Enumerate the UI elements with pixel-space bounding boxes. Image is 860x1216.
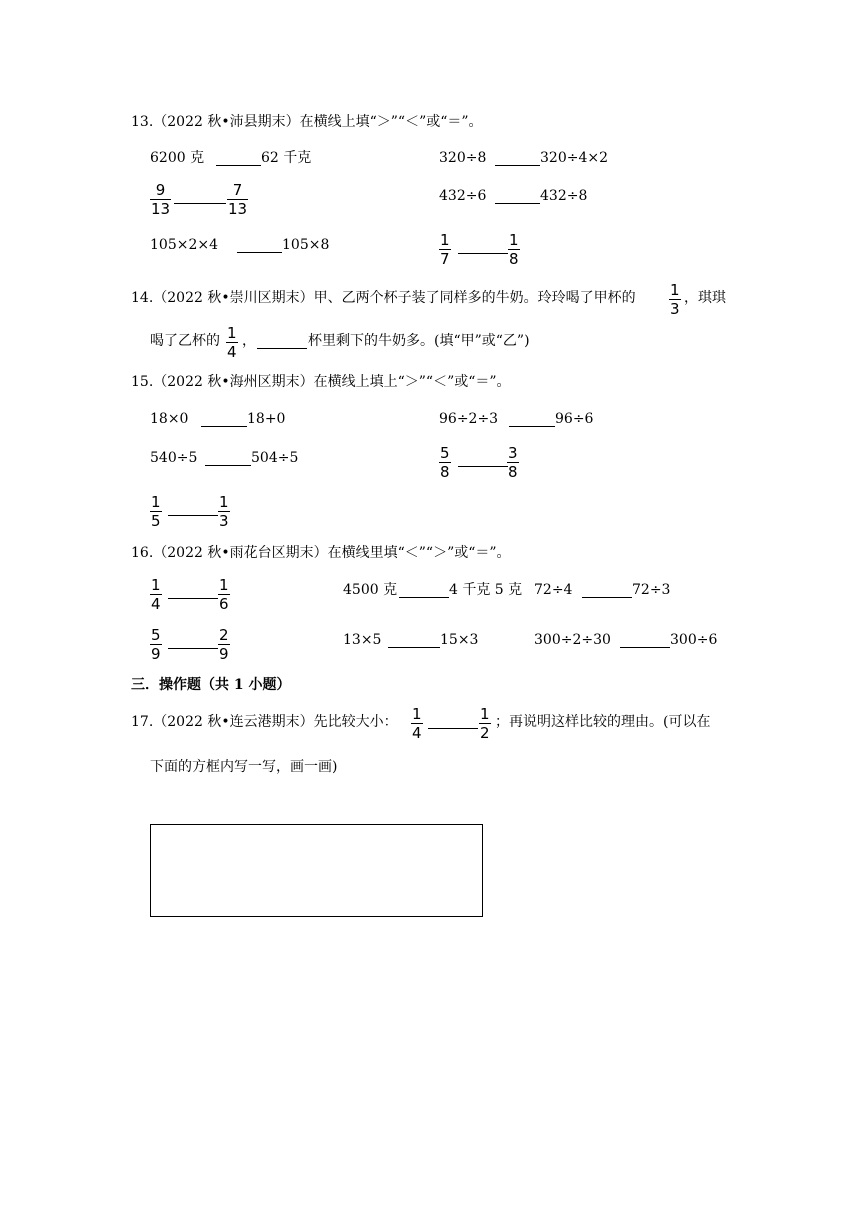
denominator: 3 xyxy=(670,300,680,318)
q16-a-right: 4 千克 5 克 xyxy=(449,582,523,598)
numerator: 1 xyxy=(219,493,229,511)
q16-d-left: 300÷2÷30 xyxy=(534,632,611,648)
q14-text-4: ， xyxy=(242,333,256,349)
q16-fraction-1-4 xyxy=(150,576,162,613)
q16-d-right: 300÷6 xyxy=(670,632,718,648)
numerator: 1 xyxy=(227,324,237,342)
q17-text-1: 17.（2022 秋•连云港期末）先比较大小： xyxy=(131,714,398,730)
q16-c-right: 15×3 xyxy=(440,632,479,648)
q13-fraction-1-7 xyxy=(439,231,451,268)
denominator: 9 xyxy=(219,645,229,663)
q15-fraction-1-5 xyxy=(150,493,162,530)
q14-text-2: ，琪琪 xyxy=(684,290,726,306)
numerator: 1 xyxy=(412,705,422,723)
q13-d-blank[interactable] xyxy=(237,252,282,253)
q17-text-2: ；再说明这样比较的理由。(可以在 xyxy=(495,714,711,730)
q15-fraction-blank-1[interactable] xyxy=(458,466,508,467)
q15-a-blank[interactable] xyxy=(201,426,247,427)
q14-fraction-1-4 xyxy=(226,324,238,361)
q13-a-right: 62 千克 xyxy=(261,150,312,166)
q16-fraction-blank-2[interactable] xyxy=(168,648,218,649)
q16-b-blank[interactable] xyxy=(582,597,632,598)
q14-fraction-1-3 xyxy=(669,281,681,318)
q15-c-left: 540÷5 xyxy=(150,450,198,466)
q13-d-left: 105×2×4 xyxy=(150,237,218,253)
numerator: 5 xyxy=(151,626,161,644)
numerator: 1 xyxy=(670,281,680,299)
q13-b-left: 320÷8 xyxy=(439,150,487,166)
numerator: 1 xyxy=(219,576,229,594)
q13-fraction-1-8 xyxy=(508,231,520,268)
denominator: 13 xyxy=(151,200,171,218)
numerator: 1 xyxy=(151,493,161,511)
q13-c-right: 432÷8 xyxy=(540,188,588,204)
q15-fraction-3-8 xyxy=(507,444,519,481)
q16-fraction-2-9 xyxy=(218,626,230,663)
numerator: 1 xyxy=(509,231,519,249)
denominator: 3 xyxy=(219,512,229,530)
q15-a-left: 18×0 xyxy=(150,411,189,427)
q15-fraction-blank-2[interactable] xyxy=(168,515,218,516)
q13-c-left: 432÷6 xyxy=(439,188,487,204)
q13-fraction-7-13 xyxy=(227,181,248,218)
denominator: 8 xyxy=(509,250,519,268)
q16-header: 16.（2022 秋•雨花台区期末）在横线里填“＜”“＞”或“＝”。 xyxy=(131,545,511,561)
q13-d-right: 105×8 xyxy=(282,237,330,253)
q13-b-blank[interactable] xyxy=(495,165,540,166)
q13-fraction-9-13 xyxy=(150,181,171,218)
q13-header: 13.（2022 秋•沛县期末）在横线上填“＞”“＜”或“＝”。 xyxy=(131,114,483,130)
denominator: 4 xyxy=(227,343,237,361)
q16-c-left: 13×5 xyxy=(343,632,382,648)
q16-b-left: 72÷4 xyxy=(534,582,573,598)
q16-b-right: 72÷3 xyxy=(632,582,671,598)
q15-fraction-1-3 xyxy=(218,493,230,530)
numerator: 2 xyxy=(219,626,229,644)
q13-c-blank[interactable] xyxy=(495,203,540,204)
q16-a-left: 4500 克 xyxy=(343,582,398,598)
q16-fraction-1-6 xyxy=(218,576,230,613)
denominator: 4 xyxy=(151,595,161,613)
q17-text-3: 下面的方框内写一写，画一画) xyxy=(150,759,338,775)
q13-fraction-blank-1[interactable] xyxy=(174,203,226,204)
q13-b-right: 320÷4×2 xyxy=(540,150,608,166)
q15-a-right: 18+0 xyxy=(247,411,286,427)
denominator: 2 xyxy=(480,724,490,742)
q15-fraction-5-8 xyxy=(439,444,451,481)
q15-b-blank[interactable] xyxy=(509,426,555,427)
numerator: 9 xyxy=(155,181,166,199)
q13-a-blank[interactable] xyxy=(216,165,261,166)
denominator: 13 xyxy=(228,200,248,218)
denominator: 6 xyxy=(219,595,229,613)
numerator: 7 xyxy=(232,181,243,199)
denominator: 8 xyxy=(508,463,518,481)
q15-c-blank[interactable] xyxy=(205,465,251,466)
numerator: 1 xyxy=(151,576,161,594)
q17-fraction-blank[interactable] xyxy=(428,728,478,729)
numerator: 3 xyxy=(508,444,518,462)
q17-fraction-1-2 xyxy=(479,705,491,742)
q15-c-right: 504÷5 xyxy=(251,450,299,466)
q14-text-3: 喝了乙杯的 xyxy=(150,333,220,349)
denominator: 8 xyxy=(440,463,450,481)
q16-a-blank[interactable] xyxy=(399,597,449,598)
q15-b-left: 96÷2÷3 xyxy=(439,411,499,427)
denominator: 4 xyxy=(412,724,422,742)
denominator: 5 xyxy=(151,512,161,530)
q17-fraction-1-4 xyxy=(411,705,423,742)
numerator: 5 xyxy=(440,444,450,462)
answer-box[interactable] xyxy=(150,824,483,917)
q16-fraction-blank-1[interactable] xyxy=(168,598,218,599)
q16-fraction-5-9 xyxy=(150,626,162,663)
denominator: 9 xyxy=(151,645,161,663)
q14-blank[interactable] xyxy=(257,348,307,349)
section-title-operations: 三．操作题（共 1 小题） xyxy=(131,677,291,693)
numerator: 1 xyxy=(440,231,450,249)
q13-fraction-blank-2[interactable] xyxy=(458,253,508,254)
q14-text-5: 杯里剩下的牛奶多。(填“甲”或“乙”) xyxy=(308,333,530,349)
q15-b-right: 96÷6 xyxy=(555,411,594,427)
q15-header: 15.（2022 秋•海州区期末）在横线上填上“＞”“＜”或“＝”。 xyxy=(131,374,511,390)
q16-c-blank[interactable] xyxy=(388,647,440,648)
q13-a-left: 6200 克 xyxy=(150,150,205,166)
denominator: 7 xyxy=(440,250,450,268)
q14-text-1: 14.（2022 秋•崇川区期末）甲、乙两个杯子装了同样多的牛奶。玲玲喝了甲杯的 xyxy=(131,290,636,306)
numerator: 1 xyxy=(480,705,490,723)
q16-d-blank[interactable] xyxy=(620,647,670,648)
